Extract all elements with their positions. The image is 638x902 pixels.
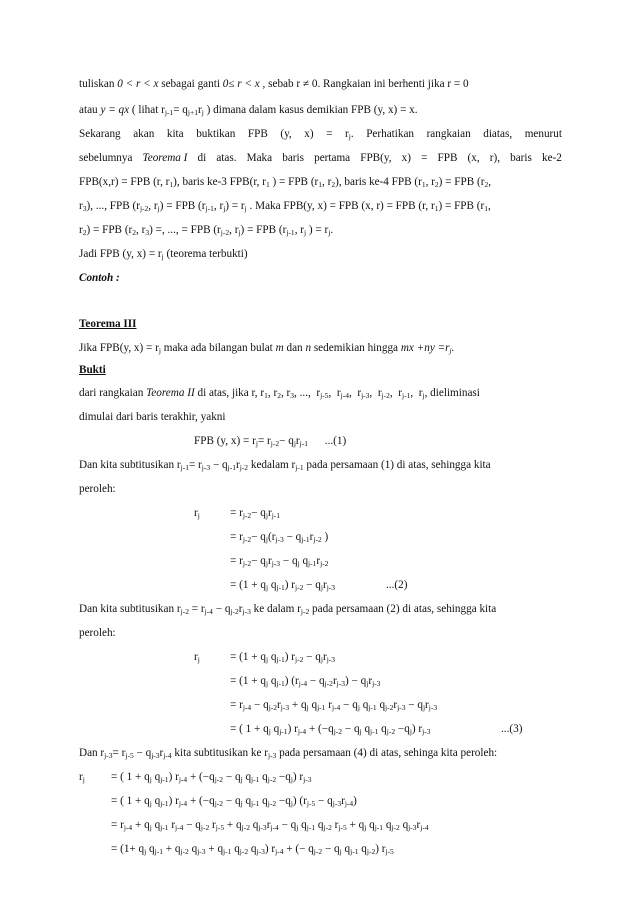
block2-row1: = $r_{j-2}- q_jr_{j-1}$ xyxy=(230,507,281,520)
para1-line5: FPB(x,r) = FPB (r, $r_1$), baris ke-3 FPB(r, $r_1$ ) = FPB ($r_1$, $r_2$), baris ke-4 FPB ($r_1$, $r_2$) = FPB ($r_2$, xyxy=(79,176,491,189)
block4-row3: = $r_{j-4} + q_j$ $q_{j-1}$ $r_{j-4} - q_{j-2}$ $r_{j-5} + q_{j-2}$ $q_{j-3}r_{j-4} - q_j$ $q_{j-1}$ $q_{j-2}$ $r_{j-5} + q_j$ $q_{j-1}$ $q_{j-2}$ $q_{j-3}r_{j-4}$ xyxy=(111,819,429,832)
para1-line2: atau y = qx ( lihat $r_{j-1}= q_{j+1}r_j$ ) dimana dalam kasus demikian FPB (y, x) = x. xyxy=(79,104,418,117)
block3-row1: = ($1 + q_j$ $q_{j-1}$) $r_{j-2} - q_jr_{j-3}$ xyxy=(230,651,336,664)
block3-row2: = ($1 + q_j$ $q_{j-1}$) $(r_{j-4} - q_{j-2}r_{j-3}) - q_jr_{j-3}$ xyxy=(230,675,381,688)
block4-row2: = ( $1 + q_j$ $q_{j-1}$) $r_{j-4} + (-q_{j-2} - q_j$ $q_{j-1}$ $q_{j-2} -q_j$) $(r_{j-5} - q_{j-3}r_{j-4})$ xyxy=(111,795,357,808)
block2-row3: = $r_{j-2}- q_jr_{j-3} - q_j$ $q_{j-1}r_{j-2}$ xyxy=(230,555,329,568)
block2-tag: ...(2) xyxy=(386,579,408,591)
para1-line4: sebelumnya Teorema I di atas. Maka baris pertama FPB(y, x) = FPB (x, r), baris ke-2 xyxy=(79,152,562,164)
block3-tag: ...(3) xyxy=(501,723,523,735)
block2-lhs: $r_j$ xyxy=(194,507,200,520)
contoh-label: Contoh : xyxy=(79,272,120,284)
bukti-line2: dimulai dari baris terakhir, yakni xyxy=(79,411,226,423)
block2-row2: = $r_{j-2}- q_j(r_{j-3} - q_{j-1}r_{j-2}$ ) xyxy=(230,531,329,544)
equation-1: FPB (y, $x) = r_j= r_{j-2}- q_jr_{j-1}$ ...(1) xyxy=(194,435,347,448)
para1-line3: Sekarang akan kita buktikan FPB (y, x) = $r_j$. Perhatikan rangkaian diatas, menurut xyxy=(79,128,562,141)
bukti-line1: dari rangkaian Teorema II di atas, jika r, $r_1$, $r_2$, $r_3$, ..., $r_{j-5}$, $r_{j-4}$, $r_{j-3}$, $r_{j-2}$, $r_{j-1}$, $r_j$, dieliminasi xyxy=(79,387,480,400)
block4-row1: = ( $1 + q_j$ $q_{j-1}$) $r_{j-4} + (-q_{j-2} - q_j$ $q_{j-1}$ $q_{j-2} -q_j$) $r_{j-3}$ xyxy=(111,771,312,784)
block4-lhs: $r_j$ xyxy=(79,771,85,784)
block3-row4: = ( $1 + q_j$ $q_{j-1}$) $r_{j-4} + (-q_{j-2} - q_j$ $q_{j-1}$ $q_{j-2} -q_j$) $r_{j-3}$ xyxy=(230,723,431,736)
theorem3-heading: Teorema III xyxy=(79,318,137,330)
block4-row4: = ($1+ q_j$ $q_{j-1} + q_{j-2}$ $q_{j-3} + q_{j-1}$ $q_{j-2}$ $q_{j-3}$) $r_{j-4}$ + (− $q_{j-2} - q_j$ $q_{j-1}$ $q_{j-2}$) $r_{j-5}$ xyxy=(111,843,394,856)
para1-line6: $r_3$), ..., FPB ($r_{j-2}$, $r_j$) = FPB ($r_{j-1}$, $r_j) = r_j$ . Maka FPB(y, x) = FPB (x, r) = FPB (r, $r_1$) = FPB ($r_1$, xyxy=(79,200,491,213)
block2-row4: = ($1 + q_j$ $q_{j-1}$) $r_{j-2} - q_jr_{j-3}$ xyxy=(230,579,336,592)
subst1-line1: Dan kita subtitusikan $r_{j-1}= r_{j-3} - q_{j-1}r_{j-2}$ kedalam $r_{j-1}$ pada persamaan (1) di atas, sehingga kita xyxy=(79,459,491,472)
equation-1-tag: ...(1) xyxy=(324,435,347,447)
para1-line8: Jadi FPB (y, $x) = r_j$ (teorema terbukti) xyxy=(79,248,248,261)
para1-line7: $r_2$) = FPB ($r_2$, $r_3$) =, ..., = FPB ($r_{j-2}$, $r_j$) = FPB ($r_{j-1}$, $r_j$ ) = $r_j$. xyxy=(79,224,334,237)
para1-line1-text: tuliskan 0 < r < x sebagai ganti 0≤ r < x , sebab r ≠ 0. Rangkaian ini berhenti jika r = 0 xyxy=(79,78,469,90)
block3-row3: = $r_{j-4} - q_{j-2}r_{j-3} + q_j$ $q_{j-1}$ $r_{j-4} - q_j$ $q_{j-1}$ $q_{j-2}r_{j-3} - q_jr_{j-3}$ xyxy=(230,699,438,712)
bukti-label: Bukti xyxy=(79,364,106,376)
subst1-line2: peroleh: xyxy=(79,483,116,495)
block3-lhs: $r_j$ xyxy=(194,651,200,664)
para1-line1 xyxy=(79,74,562,95)
subst2-line1: Dan kita subtitusikan $r_{j-2} = r_{j-4} - q_{j-2}r_{j-3}$ ke dalam $r_{j-2}$ pada persamaan (2) di atas, sehingga kita xyxy=(79,603,497,616)
theorem3-statement: Jika FPB(y, $x) = r_j$ maka ada bilangan bulat m dan n sedemikian hingga mx $+ny =r_j$. xyxy=(79,342,455,355)
subst3-line: Dan $r_{j-3}= r_{j-5} - q_{j-3}r_{j-4}$ kita subtitusikan ke $r_{j-3}$ pada persamaan (4) di atas, sehinga kita peroleh: xyxy=(79,747,498,760)
subst2-line2: peroleh: xyxy=(79,627,116,639)
